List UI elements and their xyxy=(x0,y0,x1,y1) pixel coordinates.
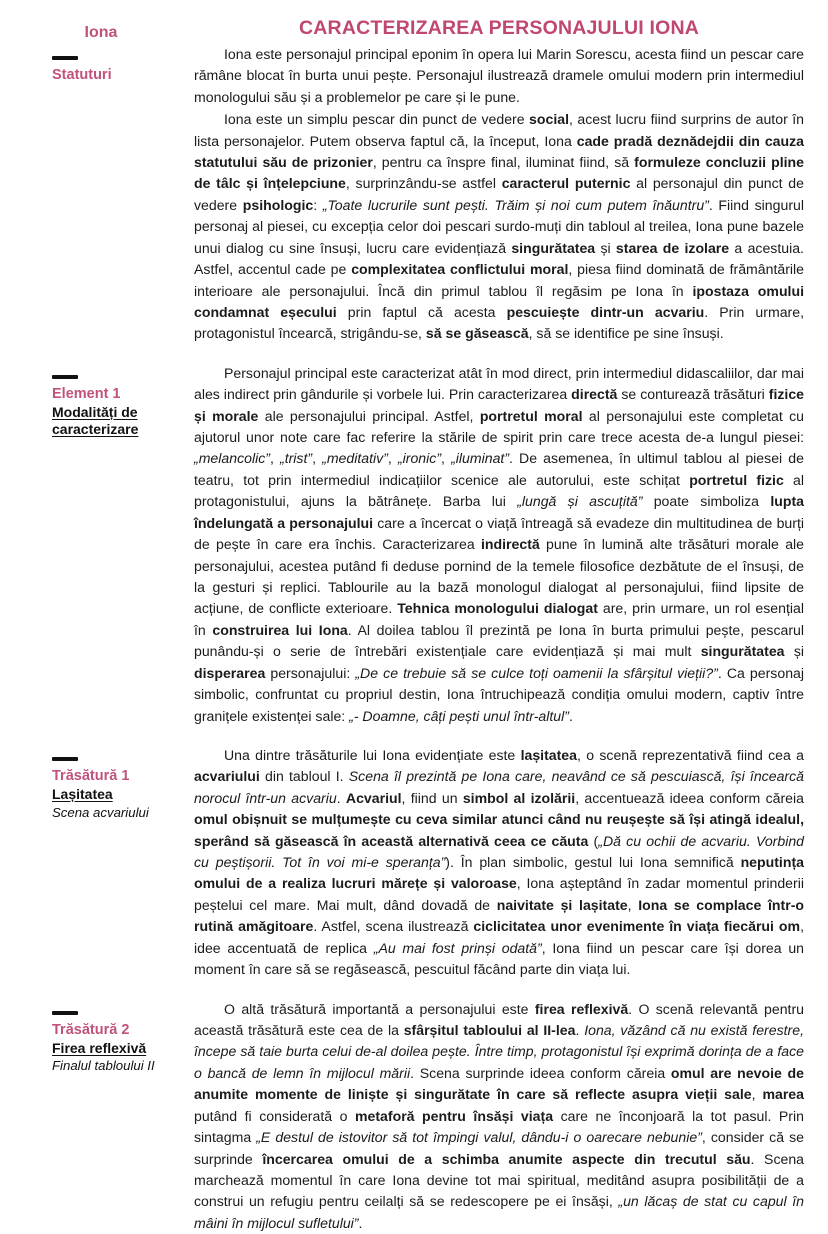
paragraph xyxy=(194,109,804,345)
emphasis-bold: cade pradă deznădejdii din cauza statutului său de prizonier xyxy=(194,132,804,170)
text-run: . xyxy=(568,707,573,724)
text-run: care ne înconjoară la tot pasul. Prin sintagma xyxy=(194,1107,804,1146)
text-run: Una dintre trăsăturile lui Iona evidențiate este xyxy=(224,746,521,763)
emphasis-bold: psihologic xyxy=(242,196,314,213)
text-run: : xyxy=(313,196,323,213)
section-marker-1 xyxy=(22,44,180,345)
section-dash-icon xyxy=(52,1011,78,1015)
section-dash-icon xyxy=(52,375,78,379)
text-run: . Scena surprinde ideea conform căreia xyxy=(410,1064,671,1081)
text-run: , Iona fiind un pescar care își dorea un moment în care să se regăsească, pescuitul făcând parte din viața lui. xyxy=(194,939,804,978)
text-run: , o scenă reprezentativă fiind cea a xyxy=(576,746,804,763)
paragraph xyxy=(194,745,804,981)
emphasis-bold: firea reflexivă xyxy=(534,1000,629,1017)
quote-italic: „Au mai fost prinși odată” xyxy=(373,939,542,956)
text-run: ( xyxy=(588,832,599,849)
sidebar-title-cell xyxy=(22,10,180,44)
text-run: , xyxy=(269,450,280,467)
text-run: , accentuează ideea conform căreia xyxy=(575,789,804,806)
text-run: are, prin urmare, un rol esențial în xyxy=(194,600,804,638)
emphasis-bold: directă xyxy=(571,386,618,403)
page-grid xyxy=(22,10,804,44)
paragraph xyxy=(194,363,804,727)
text-run: . Prin urmare, protagonistul încearcă, strigându-se, xyxy=(194,303,804,342)
text-run: , xyxy=(627,896,639,913)
quote-italic: Scena îl prezintă pe Iona care, neavând ce să pescuiască, își încearcă norocul într-un acvariu xyxy=(194,768,804,806)
emphasis-bold: indirectă xyxy=(480,536,540,553)
quote-italic: „ironic” xyxy=(397,450,442,467)
sections-container xyxy=(22,44,804,1234)
section-kicker: Element 1 xyxy=(52,385,121,402)
text-run: , idee accentuată de replica xyxy=(194,918,804,956)
text-run: poate simboliza xyxy=(642,493,771,510)
section-dash-icon xyxy=(52,56,78,60)
paragraph xyxy=(194,999,804,1234)
text-run: Personajul principal este caracterizat atât în mod direct, prin intermediul didascaliilor, dar mai ales indirect prin gândurile și vorbele lui. Prin caracterizarea xyxy=(194,364,804,403)
text-run: . xyxy=(336,789,346,806)
section-spacer xyxy=(22,981,180,999)
emphasis-bold: disperarea xyxy=(194,664,266,681)
emphasis-bold: lupta îndelungată a personajului xyxy=(194,493,804,531)
text-run: . Scena marchează momentul în care Iona devine tot mai spiritual, meditând asupra posibilității de a construi un refugiu pentru ceilalți să se redescopere pe ei însăși, xyxy=(194,1150,805,1210)
text-run: , surprinzându-se astfel xyxy=(345,175,502,192)
section-note: Finalul tabloului II xyxy=(52,1058,155,1074)
quote-italic: „De ce trebuie să se culce toți oamenii la sfârșitul vieții?” xyxy=(355,664,718,681)
section-spacer xyxy=(22,727,180,745)
section-marker-3 xyxy=(22,745,180,981)
emphasis-bold: marea xyxy=(762,1086,804,1103)
quote-italic: „meditativ” xyxy=(322,450,388,467)
text-run: al personajului este completat cu ajutorul unor note care fac referire la stările de spirit prin care trece acesta de-a lungul piesei: xyxy=(194,407,804,446)
text-run: , fiind un xyxy=(401,789,463,806)
quote-italic: „iluminat” xyxy=(451,450,510,467)
text-run: . xyxy=(358,1214,363,1231)
section-kicker: Statuturi xyxy=(52,66,112,83)
text-run: , acest lucru fiind surprins de autor în lista personajelor. Putem observa faptul că, la început, Iona xyxy=(194,111,804,149)
text-run: putând fi considerată o xyxy=(194,1107,355,1124)
emphasis-bold: sfârșitul tabloului al II-lea xyxy=(403,1022,576,1039)
emphasis-bold: ciclicitatea unor evenimente în viața fiecărui om xyxy=(473,918,801,935)
emphasis-bold: Iona se complace într-o rutină amăgitoare xyxy=(194,896,805,935)
text-run: , xyxy=(441,450,452,467)
text-run: Iona este personajul principal eponim în opera lui Marin Sorescu, acesta fiind un pescar care rămâne blocat în burta unui pește. Personajul ilustrează dramele omului modern prin intermediul monologului său și a problemelor pe care și le pune. xyxy=(194,45,804,105)
text-run: , piesa fiind dominată de frământările interioare ale personajului. Încă din primul tablou îl regăsim pe Iona în xyxy=(194,261,805,299)
text-run: , pentru ca înspre final, iluminat fiind, să xyxy=(372,153,635,170)
emphasis-bold: caracterul puternic xyxy=(501,175,631,192)
text-run: , xyxy=(312,450,323,467)
text-run: ale personajului principal. Astfel, xyxy=(258,407,480,424)
emphasis-bold: singurătatea xyxy=(511,239,596,256)
quote-italic: „E destul de istovitor să tot împingi valul, dându-i o oarecare nebunie” xyxy=(256,1129,702,1146)
text-run: al protagonistului, ajuns la bătrânețe. Barba lui xyxy=(194,471,805,510)
text-run: și xyxy=(595,239,616,256)
text-run: . Fiind singurul personaj al piesei, cu excepția celor doi pescari surdo-muți din tabloul al treilea, Iona pune bazele unui dialog cu sine însuși, lucru care evidențiază xyxy=(194,196,804,256)
section-subtitle: Firea reflexivă xyxy=(52,1039,147,1056)
quote-italic: „lungă și ascuțită” xyxy=(517,493,643,510)
emphasis-bold: starea de izolare xyxy=(615,239,730,256)
emphasis-bold: metaforă pentru însăși viața xyxy=(354,1107,554,1124)
quote-italic: „Toate lucrurile sunt pești. Trăim și noi cum putem înăuntru” xyxy=(322,196,709,213)
section-note: Scena acvariului xyxy=(52,804,149,820)
emphasis-bold: pescuiește dintr-un acvariu xyxy=(506,303,705,320)
emphasis-bold: naivitate și lașitate xyxy=(496,896,628,913)
section-body xyxy=(194,363,804,727)
emphasis-bold: Tehnica monologului dialogat xyxy=(397,600,598,617)
quote-italic: Iona, văzând că nu există ferestre, începe să taie burta celui de-al doilea pește. Între timp, protagonistul își exprimă dorința de a face o bancă de lemn în mijlocul mării xyxy=(194,1022,804,1081)
quote-italic: „- Doamne, câți pești unul într-altul” xyxy=(349,707,569,724)
quote-italic: „Dă cu ochii de acvariu. Vorbind cu peștișorii. Tot în voi mi-e speranța” xyxy=(194,832,805,871)
emphasis-bold: social xyxy=(529,111,570,128)
text-run: . Astfel, scena ilustrează xyxy=(313,918,474,935)
section-body xyxy=(194,44,804,345)
paragraph xyxy=(194,44,804,108)
section-marker-2 xyxy=(22,363,180,727)
text-run: personajului: xyxy=(265,664,356,681)
emphasis-bold: complexitatea conflictului moral xyxy=(351,261,569,278)
text-run: a acestuia. Astfel, accentul cade pe xyxy=(194,239,804,278)
work-title: Iona xyxy=(84,24,118,41)
text-run: al personajul din punct de vedere xyxy=(194,175,804,213)
text-run: , consider că se surprinde xyxy=(194,1129,804,1167)
quote-italic: „trist” xyxy=(280,450,313,467)
text-run: și xyxy=(784,643,804,660)
emphasis-bold: acvariului xyxy=(194,768,260,785)
text-run: . Ca personaj simbolic, confruntat cu propriul destin, Iona întruchipează condiția omului modern, captiv între granițele existenței sale: xyxy=(194,664,804,724)
section-subtitle: Modalități de caracterizare xyxy=(52,403,139,438)
emphasis-bold: portretul fizic xyxy=(689,471,784,488)
emphasis-bold: fizice și morale xyxy=(194,386,804,424)
text-run: , să se identifice pe sine însuși. xyxy=(528,325,724,342)
section-kicker: Trăsătură 2 xyxy=(52,1021,130,1038)
section-spacer xyxy=(22,345,180,363)
text-run: . De asemenea, în ultimul tablou al piesei de teatru, tot prin intermediul indicațiilor scenice ale autorului, este schițat xyxy=(194,450,804,488)
emphasis-bold: să se găsească xyxy=(425,325,529,342)
text-run: , xyxy=(387,450,398,467)
emphasis-bold: simbol al izolării xyxy=(462,789,576,806)
section-body xyxy=(194,745,804,981)
text-run: se conturează trăsături xyxy=(617,386,769,403)
section-body xyxy=(194,999,804,1234)
emphasis-bold: formuleze concluzii pline de tâlc și înțelepciune xyxy=(194,153,804,192)
quote-italic: „un lăcaș de stat cu capul în mâini în mijlocul sufletului” xyxy=(194,1193,804,1231)
section-marker-4 xyxy=(22,999,180,1234)
section-spacer xyxy=(194,345,804,363)
text-run: , Iona așteptând în zadar momentul prinderii peștelui cel mare. Mai mult, dând dovadă de xyxy=(194,875,804,913)
section-spacer xyxy=(194,981,804,999)
text-run: prin faptul că acesta xyxy=(336,303,507,320)
text-run: . Al doilea tablou îl prezintă pe Iona în burta primului pește, pescarul punându-și o serie de întrebări existențiale care evidențiază și mai mult xyxy=(194,621,804,660)
text-run: O altă trăsătură importantă a personajului este xyxy=(224,1000,535,1017)
text-run: pune în lumină alte trăsături morale ale personajului, acestea putând fi deduse pornind de la temele filosofice dezbătute de el însuși, de la gesturi și replici. Tablourile au la bază monologul dialogat al personajului, fiind lipsite de acțiune, de conflicte exterioare. xyxy=(194,536,805,617)
emphasis-bold: lașitatea xyxy=(520,746,577,763)
page-title: CARACTERIZAREA PERSONAJULUI IONA xyxy=(298,17,700,39)
text-run: . xyxy=(575,1022,585,1039)
section-subtitle: Lașitatea xyxy=(52,786,113,803)
emphasis-bold: omul obișnuit se mulțumește cu ceva similar atunci când nu reușește să își atingă idealul, sperând să găsească în această alternativă ceea ce căuta xyxy=(194,811,804,849)
text-run: , xyxy=(751,1086,763,1103)
section-kicker: Trăsătură 1 xyxy=(52,767,130,784)
emphasis-bold: Acvariul xyxy=(345,789,402,806)
section-spacer xyxy=(194,727,804,745)
text-run: Iona este un simplu pescar din punct de vedere xyxy=(224,111,530,128)
text-run: ). În plan simbolic, gestul lui Iona semnifică xyxy=(445,854,741,871)
emphasis-bold: omul are nevoie de anumite momente de liniște și singurătate în care să reflecte asupra vieții sale xyxy=(194,1064,804,1103)
emphasis-bold: construirea lui Iona xyxy=(212,621,348,638)
quote-italic: „melancolic” xyxy=(194,450,270,467)
emphasis-bold: portretul moral xyxy=(479,407,583,424)
emphasis-bold: singurătatea xyxy=(700,643,785,660)
emphasis-bold: ipostaza omului condamnat eșecului xyxy=(194,282,804,320)
emphasis-bold: încercarea omului de a schimba anumite aspecte din trecutul său xyxy=(262,1150,751,1167)
text-run: din tabloul I. xyxy=(259,768,349,785)
emphasis-bold: neputința omului de a realiza lucruri mărețe și valoroase xyxy=(194,854,804,892)
text-run: . O scenă relevantă pentru această trăsătură este cea de la xyxy=(194,1000,805,1039)
text-run: care a încercat o viață întreagă să evadeze din multitudinea de burți de pește în care era închis. Caracterizarea xyxy=(194,514,804,553)
section-dash-icon xyxy=(52,757,78,761)
